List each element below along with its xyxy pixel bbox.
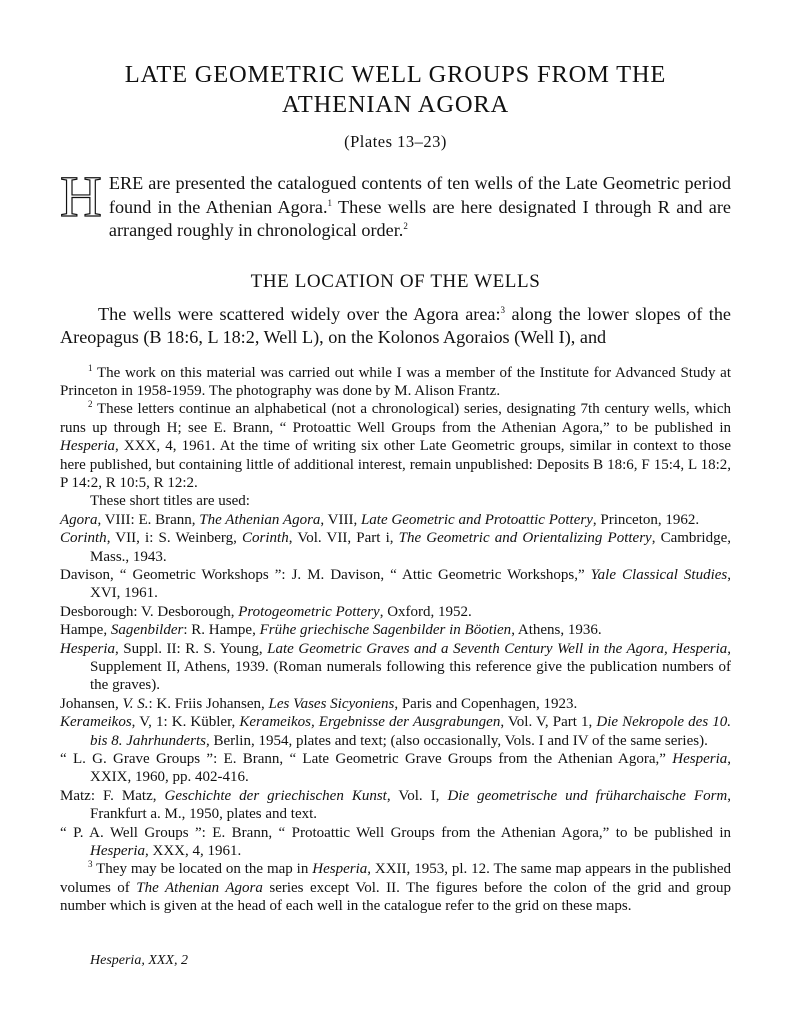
ref-text: , VIII: E. Brann, bbox=[97, 511, 200, 528]
drop-cap: H bbox=[60, 164, 102, 229]
ref-italic: Die Nekropole des 10. bis 8. Jahrhunderts bbox=[90, 714, 731, 749]
footnote-text: , XXX, 4, 1961. At the time of writing six other Late Geometric groups, similar in context to those here published, but containing little of additional interest, remain unpublished: Deposits B 18:6, F 15:4, L 18:2, P 14:2, R 10:5, R 12:2. bbox=[60, 438, 731, 491]
footnote-3 bbox=[60, 860, 731, 915]
ref-italic: The Athenian Agora bbox=[199, 511, 321, 528]
title-line-1: LATE GEOMETRIC WELL GROUPS FROM THE bbox=[124, 61, 667, 88]
ref-text: , Athens, 1936. bbox=[511, 622, 602, 639]
ref-text: Johansen, bbox=[60, 695, 123, 712]
ref-matz bbox=[60, 787, 731, 824]
footnote-2 bbox=[60, 400, 731, 492]
ref-text: , XXX, 4, 1961. bbox=[145, 843, 242, 860]
ref-text: , V, 1: K. Kübler, bbox=[131, 714, 240, 731]
footnote-text: They may be located on the map in bbox=[96, 861, 313, 878]
ref-hesperia bbox=[60, 640, 731, 695]
ref-italic: Corinth bbox=[60, 530, 107, 547]
footnote-mark: 1 bbox=[88, 362, 93, 373]
ref-italic: Die geometrische und früharchaische Form bbox=[447, 787, 728, 804]
footnote-text: series except Vol. II. The figures before the colon of the grid and group number which is given at the head of each well in the catalogue refer to the grid on these maps. bbox=[60, 879, 731, 915]
ref-hampe bbox=[60, 621, 731, 639]
ref-italic: Protogeometric Pottery bbox=[238, 603, 380, 620]
footnote-text: , XXII, 1953, pl. 12. The same map appears in the published volumes of bbox=[60, 861, 732, 896]
ref-text: : K. Friis Johansen, bbox=[148, 695, 269, 712]
ref-italic: Frühe griechische Sagenbilder in Böotien bbox=[259, 622, 512, 639]
location-text: The wells were scattered widely over the Agora area: bbox=[98, 303, 501, 324]
intro-paragraph bbox=[60, 164, 731, 243]
ref-pa-well-groups bbox=[60, 824, 731, 861]
ref-italic: The Geometric and Orientalizing Pottery bbox=[398, 530, 652, 547]
plates-reference: (Plates 13–23) bbox=[344, 132, 447, 151]
ref-corinth bbox=[60, 529, 731, 566]
ref-text: “ P. A. Well Groups ”: E. Brann, “ Protoattic Well Groups from the Athenian Agora,” to be published in bbox=[60, 824, 731, 841]
ref-text: , VIII, bbox=[320, 511, 361, 528]
ref-italic: Sagenbilder bbox=[110, 622, 184, 639]
ref-text: , Supplement II, Athens, 1939. (Roman numerals following this reference give the publication numbers of the graves). bbox=[90, 640, 731, 694]
ref-italic: Kerameikos, Ergebnisse der Ausgrabungen bbox=[239, 714, 501, 731]
ref-text: , Suppl. II: R. S. Young, bbox=[115, 640, 268, 657]
ref-text: , Vol. I, bbox=[386, 787, 448, 804]
footnotes bbox=[60, 364, 731, 916]
ref-italic: Late Geometric and Protoattic Pottery bbox=[360, 511, 593, 528]
ref-italic: V. S. bbox=[122, 695, 149, 712]
ref-italic: Geschichte der griechischen Kunst bbox=[164, 787, 387, 804]
ref-text: : R. Hampe, bbox=[183, 622, 260, 639]
ref-text: Desborough: V. Desborough, bbox=[60, 603, 239, 620]
ref-johansen bbox=[60, 695, 731, 713]
ref-agora bbox=[60, 511, 731, 529]
ref-kerameikos bbox=[60, 713, 731, 750]
intro-text: ERE are presented the catalogued contents of ten wells of the Late Geometric period found in the Athenian Agora. bbox=[108, 173, 731, 217]
ref-text: , XVI, 1961. bbox=[90, 566, 731, 602]
ref-italic: Kerameikos bbox=[60, 714, 132, 731]
ref-italic: Yale Classical Studies bbox=[590, 566, 728, 583]
ref-text: , Paris and Copenhagen, 1923. bbox=[394, 695, 578, 712]
ref-text: , Berlin, 1954, plates and text; (also occasionally, Vols. I and IV of the same series). bbox=[205, 732, 708, 749]
footnote-text: These letters continue an alphabetical (not a chronological) series, designating 7th century wells, which runs up through H; see E. Brann, “ Protoattic Well Groups from the Athenian Agora,” to be published in bbox=[60, 401, 731, 436]
footnote-ref-2: 2 bbox=[403, 220, 408, 231]
footnote-ref-1: 1 bbox=[327, 197, 333, 208]
location-text-2: along the lower slopes of the Areopagus (B 18:6, L 18:2, Well L), on the Kolonos Agoraios (Well I), and bbox=[60, 303, 732, 347]
title-line-2: ATHENIAN AGORA bbox=[282, 91, 509, 118]
journal-footer: Hesperia, XXX, 2 bbox=[90, 953, 188, 968]
ref-italic: Hesperia bbox=[90, 843, 145, 860]
ref-italic: Late Geometric Graves and a Seventh Century Well in the Agora, Hesperia bbox=[267, 640, 728, 657]
footnote-italic: Hesperia bbox=[312, 861, 368, 878]
ref-italic: Corinth bbox=[242, 530, 289, 547]
ref-text: , VII, i: S. Weinberg, bbox=[106, 530, 243, 547]
page bbox=[60, 60, 731, 916]
article-title bbox=[60, 60, 731, 120]
footnote-text: The work on this material was carried out while I was a member of the Institute for Advanced Study at Princeton in 1958-1959. The photography was done by M. Alison Frantz. bbox=[60, 364, 731, 399]
ref-text: , Princeton, 1962. bbox=[592, 511, 700, 528]
ref-davison bbox=[60, 566, 731, 603]
footnote-1 bbox=[60, 364, 731, 401]
ref-text: , Vol. V, Part 1, bbox=[500, 714, 597, 731]
short-titles-intro: These short titles are used: bbox=[90, 493, 250, 510]
ref-text: “ L. G. Grave Groups ”: E. Brann, “ Late Geometric Grave Groups from the Athenian Agora,” bbox=[60, 751, 673, 768]
ref-text: Davison, “ Geometric Workshops ”: J. M. Davison, “ Attic Geometric Workshops,” bbox=[60, 566, 591, 583]
ref-italic: Hesperia bbox=[60, 640, 115, 657]
ref-text: , Vol. VII, Part i, bbox=[288, 530, 399, 547]
ref-text: , XXIX, 1960, pp. 402-416. bbox=[90, 751, 731, 786]
footnote-ref-3: 3 bbox=[500, 304, 506, 315]
section-heading: THE LOCATION OF THE WELLS bbox=[250, 270, 541, 292]
ref-italic: Agora bbox=[60, 511, 98, 528]
footnote-italic: The Athenian Agora bbox=[136, 879, 263, 896]
ref-italic: Les Vases Sicyoniens bbox=[268, 695, 395, 712]
ref-desborough bbox=[60, 603, 731, 621]
ref-text: , Frankfurt a. M., 1950, plates and text. bbox=[90, 787, 732, 823]
ref-text: , Oxford, 1952. bbox=[379, 603, 472, 620]
location-paragraph bbox=[60, 303, 731, 350]
ref-text: , Cambridge, Mass., 1943. bbox=[90, 530, 731, 565]
ref-text: Matz: F. Matz, bbox=[60, 787, 165, 804]
ref-lg-grave-groups bbox=[60, 750, 731, 787]
ref-italic: Hesperia bbox=[672, 751, 728, 768]
footnote-mark: 2 bbox=[88, 399, 93, 410]
ref-text: Hampe, bbox=[60, 622, 111, 639]
footnote-italic: Hesperia bbox=[60, 438, 115, 455]
intro-text-2: These wells are here designated I through R and are arranged roughly in chronological order. bbox=[108, 196, 731, 240]
footnote-mark: 3 bbox=[88, 859, 93, 870]
